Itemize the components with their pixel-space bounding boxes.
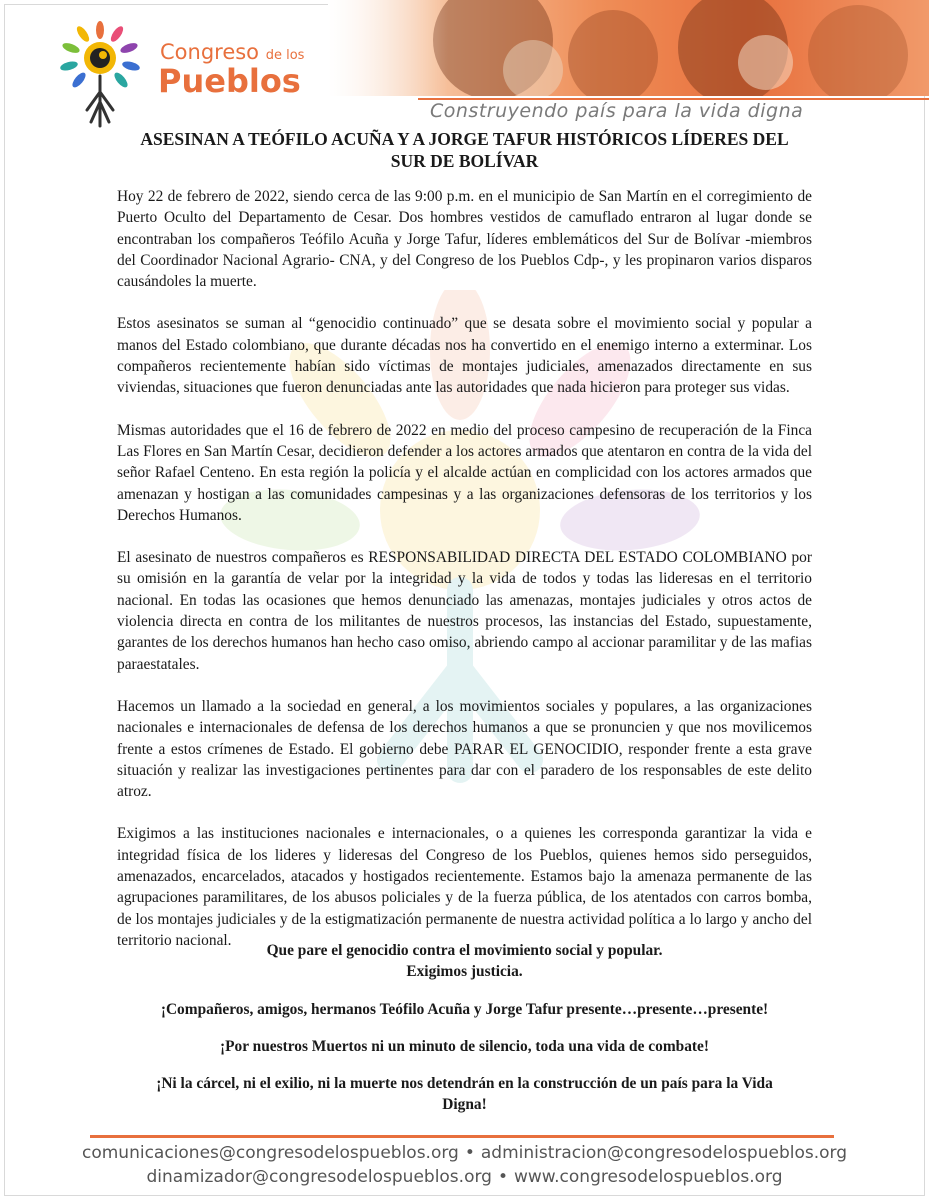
contact-footer (0, 1141, 929, 1189)
closing-statements (117, 940, 812, 1116)
congreso-logo-icon (55, 18, 145, 130)
email-comunicaciones-link[interactable]: comunicaciones@congresodelospueblos.org (81, 1143, 459, 1163)
website-link[interactable]: www.congresodelospueblos.org (514, 1167, 783, 1187)
tagline: Construyendo país para la vida digna (430, 100, 804, 122)
footer-rule (90, 1135, 834, 1138)
document-title (100, 128, 829, 172)
closing-line-1: Que pare el genocidio contra el movimiento social y popular. (266, 942, 663, 959)
paragraph-5: Hacemos un llamado a la sociedad en general, a los movimientos sociales y populares, a las organizaciones nacionales e internacionales de defensa de los derechos humanos a que se pronuncien y que nos movilicemos frente a estos crímenes de Estado. El gobierno debe PARAR EL GENOCIDIO, responder frente a esta grave situación y realizar las investigaciones pertinentes para dar con el paradero de los responsables de este delito atroz. (117, 697, 812, 801)
title-line-2: SUR DE BOLÍVAR (390, 151, 539, 171)
paragraph-1: Hoy 22 de febrero de 2022, siendo cerca de las 9:00 p.m. en el municipio de San Martín en el corregimiento de Puerto Oculto del Departamento de Cesar. Dos hombres vestidos de camuflado entraron al lugar donde se encontraban los compañeros Teófilo Acuña y Jorge Tafur, líderes emblemáticos del Sur de Bolívar -miembros del Coordinador Nacional Agrario- CNA, y del Congreso de los Pueblos Cdp-, y les propinaron varios disparos causándoles la muerte. (117, 188, 812, 291)
logo-wordmark-line2: Pueblos (158, 62, 301, 100)
footer-separator: • (464, 1143, 475, 1163)
logo-wordmark-line1: Congreso de los (160, 40, 305, 64)
header-photo-banner (328, 0, 929, 96)
closing-line-5a: ¡Ni la cárcel, ni el exilio, ni la muerte nos detendrán en la construcción de un país para la Vida (156, 1075, 773, 1093)
paragraph-6: Exigimos a las instituciones nacionales e internacionales, o a quienes les corresponda garantizar la vida e integridad física de los lideres y lideresas del Congreso de los Pueblos, quienes hemos sido perseguidos, amenazados, encarcelados, atacados y hostigados recientemente. Estamos bajo la amenaza permanente de las agrupaciones paramilitares, de los abusos policiales y de la fuerza pública, de los atentados con carros bomba, de los montajes judiciales y de la estigmatización permanente de nuestra actividad política a lo largo y ancho del territorio nacional. (117, 825, 812, 949)
closing-line-3: ¡Compañeros, amigos, hermanos Teófilo Acuña y Jorge Tafur presente…presente…presente! (160, 1000, 769, 1018)
footer-separator: • (497, 1167, 508, 1187)
paragraph-3: Mismas autoridades que el 16 de febrero de 2022 en medio del proceso campesino de recuperación de la Finca Las Flores en San Martín Cesar, decidieron defender a los actores armados que atentaron en contra de la vida del señor Rafael Centeno. En esta región la policía y el alcalde actúan en complicidad con los actores armados que amenazan y hostigan a las comunidades campesinas y a las organizaciones defensoras de los territorios y los Derechos Humanos. (117, 421, 812, 524)
paragraph-4: El asesinato de nuestros compañeros es RESPONSABILIDAD DIRECTA DEL ESTADO COLOMBIANO por su omisión en la garantía de velar por la integridad y la vida de todos y todas las lideresas en el territorio nacional. En todas las ocasiones que hemos denunciado las amenazas, montajes judiciales y otros actos de violencia directa en contra de los militantes de nuestros procesos, las instancias del Estado, supuestamente, garantes de los derechos humanos han hecho caso omiso, abriendo campo al accionar paramilitar y de las mafias paraestatales. (117, 549, 812, 673)
email-dinamizador-link[interactable]: dinamizador@congresodelospueblos.org (146, 1167, 492, 1187)
letterhead (0, 0, 929, 128)
closing-line-5b: Digna! (442, 1096, 487, 1114)
footer-row-2 (0, 1165, 929, 1189)
footer-row-1 (0, 1141, 929, 1165)
title-line-1: ASESINAN A TEÓFILO ACUÑA Y A JORGE TAFUR HISTÓRICOS LÍDERES DEL (140, 129, 789, 149)
document-body (117, 186, 812, 972)
closing-line-4: ¡Por nuestros Muertos ni un minuto de silencio, toda una vida de combate! (220, 1037, 709, 1055)
paragraph-2: Estos asesinatos se suman al “genocidio continuado” que se desata sobre el movimiento social y popular a manos del Estado colombiano, que durante décadas nos ha convertido en el enemigo interno a exterminar. Los compañeros recientemente habían sido víctimas de montajes judiciales, amenazados directamente en sus viviendas, situaciones que fueron denunciadas ante las autoridades que nada hicieron para proteger sus vidas. (117, 315, 812, 397)
closing-line-2: Exigimos justicia. (406, 963, 523, 981)
email-administracion-link[interactable]: administracion@congresodelospueblos.org (480, 1143, 848, 1163)
